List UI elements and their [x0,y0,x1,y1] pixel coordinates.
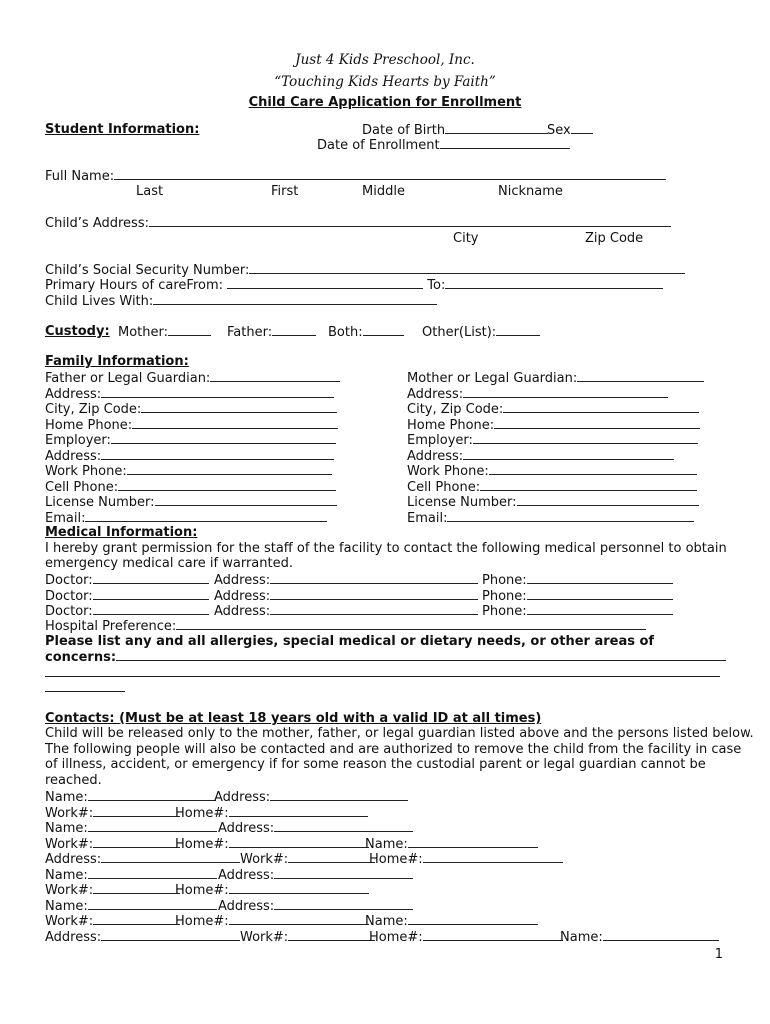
contact-8-name-group [365,913,538,930]
mother-4-label: Employer: [407,433,473,448]
allergy-field-3[interactable] [45,680,125,692]
family-row [45,510,725,526]
allergy-field-2[interactable] [45,665,720,677]
child-address-row [45,215,725,231]
first-label: First [271,184,299,199]
contact-1-home-group [175,805,368,822]
custody-other-field[interactable] [496,324,540,336]
contact-0-address-label: Address: [214,790,271,805]
dob-label: Date of Birth [362,123,446,138]
mother-4-field[interactable] [473,432,698,444]
ssn-row [45,262,725,278]
custody-both-field[interactable] [363,324,404,336]
sex-label: Sex [547,123,571,138]
org-name: Just 4 Kids Preschool, Inc. [295,52,475,68]
contact-3-work-label: Work#: [45,836,94,852]
name-parts-row [45,184,725,200]
page-number: 1 [714,947,723,962]
doe-field[interactable] [440,137,570,149]
contact-4-address-field[interactable] [101,851,240,863]
father-3-field[interactable] [132,417,338,429]
allergy-label: concerns: [45,650,117,665]
contact-5-name-field[interactable] [88,867,217,879]
father-2-field[interactable] [141,401,337,413]
contact-8-work-label: Work#: [45,914,94,929]
contact-3-work-group [45,836,180,853]
full-name-row [45,168,725,184]
doctor-2-field[interactable] [93,603,209,615]
mother-8-label: License Number: [407,495,517,510]
doctor-address-1-label: Address: [214,588,271,604]
contact-9-name-group [560,929,719,946]
dob-field[interactable] [445,122,548,134]
contact-6-home-group [175,882,369,899]
father-2-group [45,401,337,418]
contact-row [45,836,725,852]
father-6-group [45,463,332,480]
hospital-row [45,618,725,634]
contact-row [45,805,725,821]
father-9-label: Email: [45,510,86,526]
allergy-line-2 [45,665,725,681]
to-label: To: [427,278,446,293]
mother-3-label: Home Phone: [407,417,495,433]
lives-with-label: Child Lives With: [45,294,154,309]
contact-2-address-field[interactable] [274,820,413,832]
hospital-field[interactable] [176,618,646,630]
father-8-field[interactable] [155,494,337,506]
father-1-field[interactable] [101,386,334,398]
mother-6-label: Work Phone: [407,464,489,479]
contact-9-address-group [45,929,240,946]
mother-8-group [407,494,699,511]
doctor-phone-1-group [482,588,673,605]
doctor-0-group [45,572,209,589]
mother-2-field[interactable] [503,401,699,413]
contact-4-work-group [240,851,375,868]
full-name-field[interactable] [114,168,666,180]
family-row [45,401,725,417]
father-4-label: Employer: [45,433,111,448]
father-6-label: Work Phone: [45,464,127,479]
contact-2-name-field[interactable] [88,820,217,832]
lives-with-row [45,293,725,309]
mother-6-field[interactable] [489,463,697,475]
contact-9-home-group [369,929,563,946]
allergy-row [45,649,725,665]
doctor-phone-0-field[interactable] [527,572,673,584]
family-row [45,463,725,479]
contact-5-address-field[interactable] [274,867,413,879]
contact-0-address-field[interactable] [270,789,408,801]
mother-5-group [407,448,674,465]
contact-6-work-label: Work#: [45,883,94,898]
contact-0-name-label: Name: [45,790,88,805]
enrollment-row [45,137,725,153]
contact-8-name-field[interactable] [408,913,538,925]
family-row [45,370,725,386]
father-3-label: Home Phone: [45,417,133,433]
family-heading: Family Information: [45,354,189,369]
father-7-group [45,479,336,496]
contact-9-address-label: Address: [45,929,102,945]
mother-3-field[interactable] [494,417,700,429]
father-7-label: Cell Phone: [45,479,119,495]
contact-1-home-label: Home#: [175,805,229,821]
contact-6-home-field[interactable] [229,882,369,894]
child-address-label: Child’s Address: [45,216,149,231]
mother-6-group [407,463,697,480]
contact-4-work-label: Work#: [240,852,289,867]
contact-9-address-field[interactable] [101,929,240,941]
ssn-field[interactable] [249,262,685,274]
contact-6-home-label: Home#: [175,883,229,898]
family-row [45,386,725,402]
allergy-text-1: Please list any and all allergies, special medical or dietary needs, or other areas of [45,634,655,649]
contact-1-work-label: Work#: [45,805,94,821]
mother-8-field[interactable] [517,494,699,506]
contacts-text-4: reached. [45,773,102,788]
mother-0-label: Mother or Legal Guardian: [407,371,578,386]
doctor-phone-1-label: Phone: [482,588,527,604]
doctor-address-0-label: Address: [214,573,271,588]
contact-3-work-field[interactable] [93,836,180,848]
doctor-phone-0-group [482,572,673,589]
father-2-label: City, Zip Code: [45,402,142,417]
contact-row [45,820,725,836]
father-4-field[interactable] [111,432,336,444]
contacts-heading: Contacts: (Must be at least 18 years old with a valid ID at all times) [45,711,542,726]
contact-row [45,898,725,914]
allergy-field-1[interactable] [116,649,726,661]
student-dob-row [45,122,725,138]
contact-5-address-group [218,867,413,884]
zip-label: Zip Code [585,231,644,246]
mother-7-group [407,479,697,496]
contact-4-address-label: Address: [45,852,102,867]
contact-6-work-group [45,882,180,899]
mother-0-field[interactable] [577,370,704,382]
father-9-group [45,510,327,527]
contact-row [45,929,725,945]
full-name-label: Full Name: [45,169,115,184]
father-0-field[interactable] [210,370,340,382]
mother-1-field[interactable] [463,386,668,398]
contact-9-work-field[interactable] [288,929,375,941]
doctor-address-2-field[interactable] [270,603,478,615]
contact-4-home-label: Home#: [369,852,423,867]
contact-3-name-group [365,836,538,853]
city-zip-row [45,231,725,247]
father-8-label: License Number: [45,495,155,510]
family-row [45,448,725,464]
father-1-label: Address: [45,386,102,402]
contact-3-name-label: Name: [365,836,408,852]
contact-0-name-field[interactable] [88,789,216,801]
mother-9-label: Email: [407,510,448,526]
custody-both-label: Both: [328,325,363,340]
contact-9-work-group [240,929,375,946]
father-7-field[interactable] [118,479,336,491]
contact-6-work-field[interactable] [93,882,180,894]
doctor-address-1-field[interactable] [270,588,478,600]
custody-label: Custody: [45,324,110,339]
custody-father-label: Father: [227,325,273,340]
contact-8-home-field[interactable] [229,913,369,925]
medical-text-1: I hereby grant permission for the staff of the facility to contact the following medical personnel to obtain [45,541,727,556]
student-heading: Student Information: [45,122,200,137]
middle-label: Middle [362,184,405,199]
custody-mother-field[interactable] [168,324,211,336]
mother-5-field[interactable] [463,448,674,460]
doctor-0-label: Doctor: [45,573,93,588]
family-row [45,417,725,433]
custody-mother-label: Mother: [118,325,169,340]
child-address-field[interactable] [149,215,671,227]
doctor-row [45,603,725,619]
doctor-phone-0-label: Phone: [482,573,527,588]
contact-2-address-group [218,820,413,837]
contact-row [45,789,725,805]
contact-row [45,913,725,929]
contact-9-home-label: Home#: [369,929,423,945]
contact-1-work-group [45,805,180,822]
mother-9-group [407,510,694,527]
contact-1-home-field[interactable] [229,805,368,817]
doctor-row [45,588,725,604]
from-label: From: [186,278,224,293]
contact-8-home-label: Home#: [175,914,229,929]
contact-row [45,851,725,867]
contact-5-name-label: Name: [45,867,88,883]
ssn-label: Child’s Social Security Number: [45,263,250,278]
contact-8-name-label: Name: [365,914,408,929]
hours-row [45,277,725,293]
father-5-group [45,448,334,465]
mother-7-field[interactable] [480,479,697,491]
mother-1-label: Address: [407,386,464,402]
mother-4-group [407,432,698,449]
contact-2-name-label: Name: [45,821,88,836]
contact-2-name-group [45,820,217,837]
lives-with-field[interactable] [153,293,437,305]
contact-8-home-group [175,913,369,930]
family-row [45,494,725,510]
city-label: City [453,231,479,246]
mother-5-label: Address: [407,448,464,464]
contact-row [45,882,725,898]
medical-text-2: emergency medical care if warranted. [45,556,293,571]
contact-5-name-group [45,867,217,884]
doctor-2-label: Doctor: [45,604,93,619]
father-6-field[interactable] [127,463,332,475]
contact-4-home-field[interactable] [423,851,563,863]
contact-1-work-field[interactable] [93,805,180,817]
contact-7-address-label: Address: [218,898,275,914]
father-5-label: Address: [45,448,102,464]
hospital-label: Hospital Preference: [45,619,177,634]
custody-row [45,324,725,340]
contacts-text-3: of illness, accident, or emergency if for some reason the custodial parent or legal guardian cannot be [45,757,706,772]
mother-2-group [407,401,699,418]
contact-9-home-field[interactable] [423,929,563,941]
sex-field[interactable] [571,122,593,134]
nickname-label: Nickname [498,184,563,199]
doe-label: Date of Enrollment [317,138,440,153]
doctor-1-label: Doctor: [45,588,93,604]
allergy-line-3 [45,680,725,696]
contact-0-address-group [214,789,408,806]
contact-7-name-label: Name: [45,898,88,914]
father-1-group [45,386,334,403]
mother-9-field[interactable] [447,510,694,522]
contact-5-address-label: Address: [218,867,275,883]
father-3-group [45,417,338,434]
contacts-text-2: The following people will also be contacted and are authorized to remove the child from the facility in case [45,742,742,757]
motto: “Touching Kids Hearts by Faith” [274,74,496,90]
doctor-0-field[interactable] [93,572,209,584]
family-row [45,479,725,495]
contact-7-address-field[interactable] [274,898,413,910]
father-0-label: Father or Legal Guardian: [45,371,211,386]
custody-other-label: Other(List): [422,325,497,340]
contact-7-address-group [218,898,413,915]
contact-2-address-label: Address: [218,821,275,836]
doctor-address-2-label: Address: [214,604,271,619]
father-5-field[interactable] [101,448,334,460]
contact-8-work-field[interactable] [93,913,180,925]
contact-9-name-field[interactable] [603,929,719,941]
doctor-phone-2-field[interactable] [527,603,673,615]
contact-3-name-field[interactable] [408,836,538,848]
medical-heading: Medical Information: [45,525,198,540]
doctor-row [45,572,725,588]
custody-father-field[interactable] [272,324,316,336]
mother-3-group [407,417,700,434]
contact-4-work-field[interactable] [288,851,375,863]
contact-4-address-group [45,851,240,868]
father-4-group [45,432,336,449]
father-0-group [45,370,340,387]
doctor-phone-2-label: Phone: [482,604,527,619]
father-9-field[interactable] [85,510,327,522]
contact-3-home-group [175,836,369,853]
doctor-1-group [45,588,209,605]
doctor-address-0-field[interactable] [270,572,478,584]
contacts-text-1: Child will be released only to the mother, father, or legal guardian listed above and the persons listed below. [45,726,754,741]
contact-0-name-group [45,789,216,806]
contact-4-home-group [369,851,563,868]
mother-2-label: City, Zip Code: [407,402,504,417]
contact-3-home-label: Home#: [175,836,229,852]
doctor-address-0-group [214,572,478,589]
contact-8-work-group [45,913,180,930]
hours-label: Primary Hours of care [45,278,187,293]
father-8-group [45,494,337,511]
family-row [45,432,725,448]
mother-7-label: Cell Phone: [407,479,481,495]
doctor-1-field[interactable] [93,588,209,600]
form-title: Child Care Application for Enrollment [248,95,522,110]
contact-3-home-field[interactable] [229,836,369,848]
doctor-phone-1-field[interactable] [527,588,673,600]
last-label: Last [136,184,164,199]
to-field[interactable] [445,277,663,289]
contact-7-name-field[interactable] [88,898,217,910]
contact-7-name-group [45,898,217,915]
contact-9-work-label: Work#: [240,929,289,945]
contact-9-name-label: Name: [560,929,603,945]
contact-row [45,867,725,883]
mother-1-group [407,386,668,403]
mother-0-group [407,370,704,387]
from-field[interactable] [227,277,423,289]
doctor-address-1-group [214,588,478,605]
